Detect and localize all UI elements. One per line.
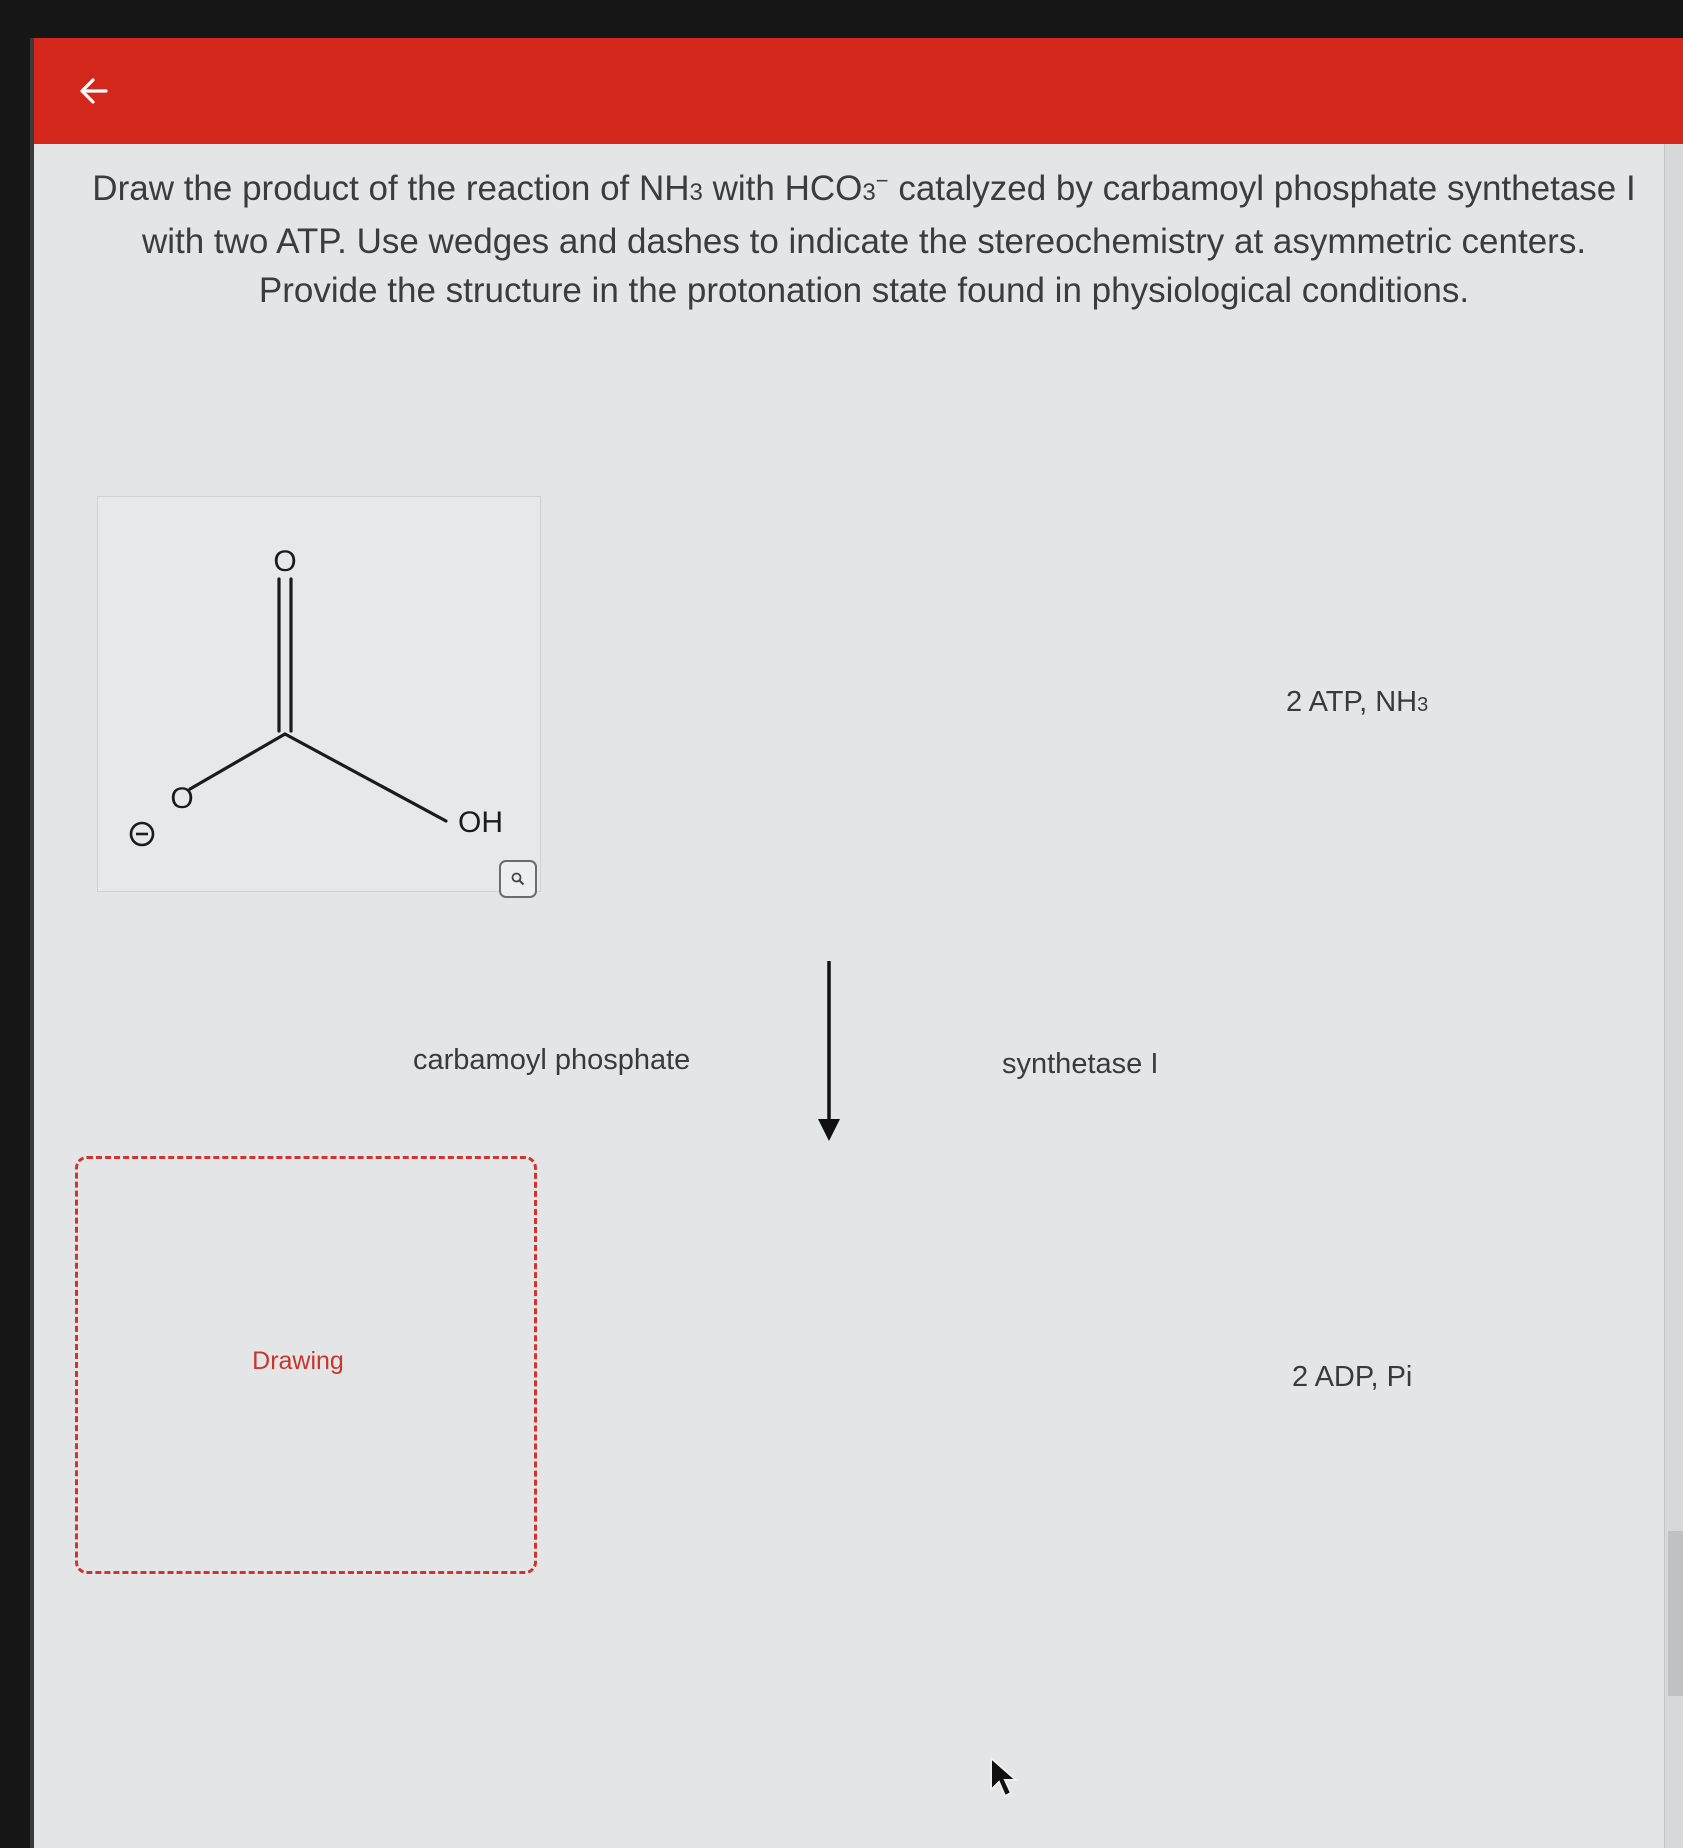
bonds xyxy=(190,579,446,821)
zoom-button[interactable] xyxy=(499,860,537,898)
bond-c-oh xyxy=(285,734,446,821)
reagents-above-text: 2 ATP, NH xyxy=(1286,686,1418,718)
question-part-1: Draw the product of the reaction of NH xyxy=(92,169,690,208)
reaction-arrow xyxy=(814,951,844,1151)
top-bar xyxy=(34,38,1683,144)
mouse-pointer-icon xyxy=(989,1756,1021,1802)
bicarbonate-structure xyxy=(98,497,540,891)
scrollbar-thumb[interactable] xyxy=(1668,1531,1683,1696)
enzyme-name-left: carbamoyl phosphate xyxy=(413,1044,691,1076)
reagents-above xyxy=(1286,686,1428,719)
question-sub-2: 3 xyxy=(862,179,876,206)
reactant-structure-box xyxy=(97,496,541,892)
enzyme-name-right: synthetase I xyxy=(1002,1048,1159,1080)
question-charge: − xyxy=(875,168,889,193)
atom-o-top: O xyxy=(273,545,297,578)
drawing-answer-area[interactable] xyxy=(75,1156,537,1574)
reagents-above-sub: 3 xyxy=(1417,694,1429,716)
question-part-2: with HCO xyxy=(702,169,863,208)
magnifier-icon xyxy=(510,871,526,887)
question-part-3: catalyzed by carbamoyl phosphate synthetase I with two ATP. Use wedges and dashes to indicate the stereochemistry at asymmetric centers. Provide the structure in the protonation state found in physiological conditions. xyxy=(141,169,1636,310)
atom-oh: OH xyxy=(458,806,503,839)
question-sub-1: 3 xyxy=(689,179,703,206)
back-button[interactable] xyxy=(70,68,118,114)
atom-o-left: O xyxy=(170,782,194,815)
bond-c-o-minus xyxy=(190,734,285,789)
question-page xyxy=(30,38,1683,1848)
question-text xyxy=(84,164,1644,315)
products-below: 2 ADP, Pi xyxy=(1292,1361,1413,1393)
drawing-label: Drawing xyxy=(252,1346,344,1375)
arrow-left-icon xyxy=(76,73,112,109)
